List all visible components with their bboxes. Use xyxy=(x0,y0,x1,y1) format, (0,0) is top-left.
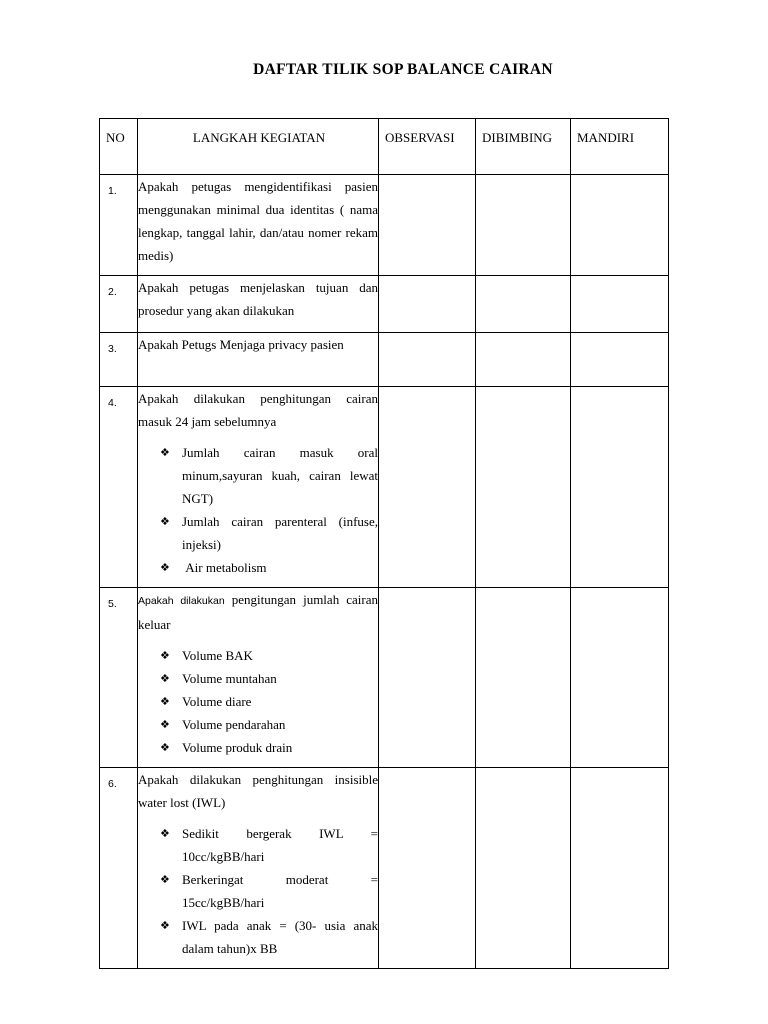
table-row xyxy=(100,276,669,333)
diamond-bullet-icon: ❖ xyxy=(160,873,170,886)
header-no: NO xyxy=(100,119,138,175)
header-langkah-kegiatan: LANGKAH KEGIATAN xyxy=(138,119,379,175)
diamond-bullet-icon: ❖ xyxy=(160,446,170,459)
diamond-bullet-icon: ❖ xyxy=(160,672,170,685)
observasi-cell[interactable] xyxy=(379,175,476,276)
step-text: Apakah petugas mengidentifikasi pasien menggunakan minimal dua identitas ( nama lengkap, tanggal lahir, dan/atau nomer rekam medis) xyxy=(138,179,378,263)
list-item: ❖ Jumlah cairan parenteral (infuse, injeksi) xyxy=(160,510,378,556)
mandiri-cell[interactable] xyxy=(571,276,669,333)
step-text: Apakah dilakukan penghitungan cairan masuk 24 jam sebelumnya xyxy=(138,391,378,429)
step-cell xyxy=(138,175,379,276)
diamond-bullet-icon: ❖ xyxy=(160,827,170,840)
sub-list xyxy=(138,441,378,579)
dibimbing-cell[interactable] xyxy=(476,588,571,768)
diamond-bullet-icon: ❖ xyxy=(160,741,170,754)
step-text: Apakah dilakukan penghitungan insisible water lost (IWL) xyxy=(138,772,378,810)
step-text: Apakah Petugs Menjaga privacy pasien xyxy=(138,337,344,352)
list-item: ❖ Berkeringat moderat = 15cc/kgBB/hari xyxy=(160,868,378,914)
mandiri-cell[interactable] xyxy=(571,387,669,588)
dibimbing-cell[interactable] xyxy=(476,387,571,588)
table-row xyxy=(100,333,669,387)
diamond-bullet-icon: ❖ xyxy=(160,695,170,708)
sub-list xyxy=(138,644,378,759)
diamond-bullet-icon: ❖ xyxy=(160,649,170,662)
step-text: Apakah petugas menjelaskan tujuan dan prosedur yang akan dilakukan xyxy=(138,280,378,318)
diamond-bullet-icon: ❖ xyxy=(160,515,170,528)
list-item: ❖ Volume diare xyxy=(160,690,378,713)
step-cell xyxy=(138,387,379,588)
sub-list xyxy=(138,822,378,960)
list-item: ❖ IWL pada anak = (30- usia anak dalam tahun)x BB xyxy=(160,914,378,960)
dibimbing-cell[interactable] xyxy=(476,276,571,333)
document-title: DAFTAR TILIK SOP BALANCE CAIRAN xyxy=(253,61,553,78)
observasi-cell[interactable] xyxy=(379,276,476,333)
table-header xyxy=(100,119,669,175)
row-number: 3. xyxy=(100,333,138,387)
mandiri-cell[interactable] xyxy=(571,588,669,768)
list-item: ❖ Volume BAK xyxy=(160,644,378,667)
list-item: ❖ Sedikit bergerak IWL = 10cc/kgBB/hari xyxy=(160,822,378,868)
mandiri-cell[interactable] xyxy=(571,175,669,276)
diamond-bullet-icon: ❖ xyxy=(160,561,170,574)
step-cell xyxy=(138,333,379,387)
observasi-cell[interactable] xyxy=(379,768,476,969)
list-item: ❖ Air metabolism xyxy=(160,556,378,579)
header-dibimbing: DIBIMBING xyxy=(476,119,571,175)
list-item: ❖ Volume pendarahan xyxy=(160,713,378,736)
row-number: 5. xyxy=(100,588,138,768)
step-cell xyxy=(138,588,379,768)
row-number: 2. xyxy=(100,276,138,333)
observasi-cell[interactable] xyxy=(379,387,476,588)
table-row xyxy=(100,387,669,588)
step-cell xyxy=(138,276,379,333)
mandiri-cell[interactable] xyxy=(571,768,669,969)
row-number: 4. xyxy=(100,387,138,588)
dibimbing-cell[interactable] xyxy=(476,768,571,969)
list-item: ❖ Volume produk drain xyxy=(160,736,378,759)
diamond-bullet-icon: ❖ xyxy=(160,718,170,731)
step-text: Apakah dilakukan pengitungan jumlah cairan keluar xyxy=(138,592,378,632)
row-number: 1. xyxy=(100,175,138,276)
table-row xyxy=(100,588,669,768)
row-number: 6. xyxy=(100,768,138,969)
observasi-cell[interactable] xyxy=(379,588,476,768)
mandiri-cell[interactable] xyxy=(571,333,669,387)
list-item: ❖ Volume muntahan xyxy=(160,667,378,690)
checklist-table xyxy=(99,118,669,969)
table-row xyxy=(100,768,669,969)
dibimbing-cell[interactable] xyxy=(476,175,571,276)
header-mandiri: MANDIRI xyxy=(571,119,669,175)
table-row xyxy=(100,175,669,276)
header-observasi: OBSERVASI xyxy=(379,119,476,175)
dibimbing-cell[interactable] xyxy=(476,333,571,387)
step-cell xyxy=(138,768,379,969)
diamond-bullet-icon: ❖ xyxy=(160,919,170,932)
list-item: ❖ Jumlah cairan masuk oral minum,sayuran kuah, cairan lewat NGT) xyxy=(160,441,378,510)
observasi-cell[interactable] xyxy=(379,333,476,387)
